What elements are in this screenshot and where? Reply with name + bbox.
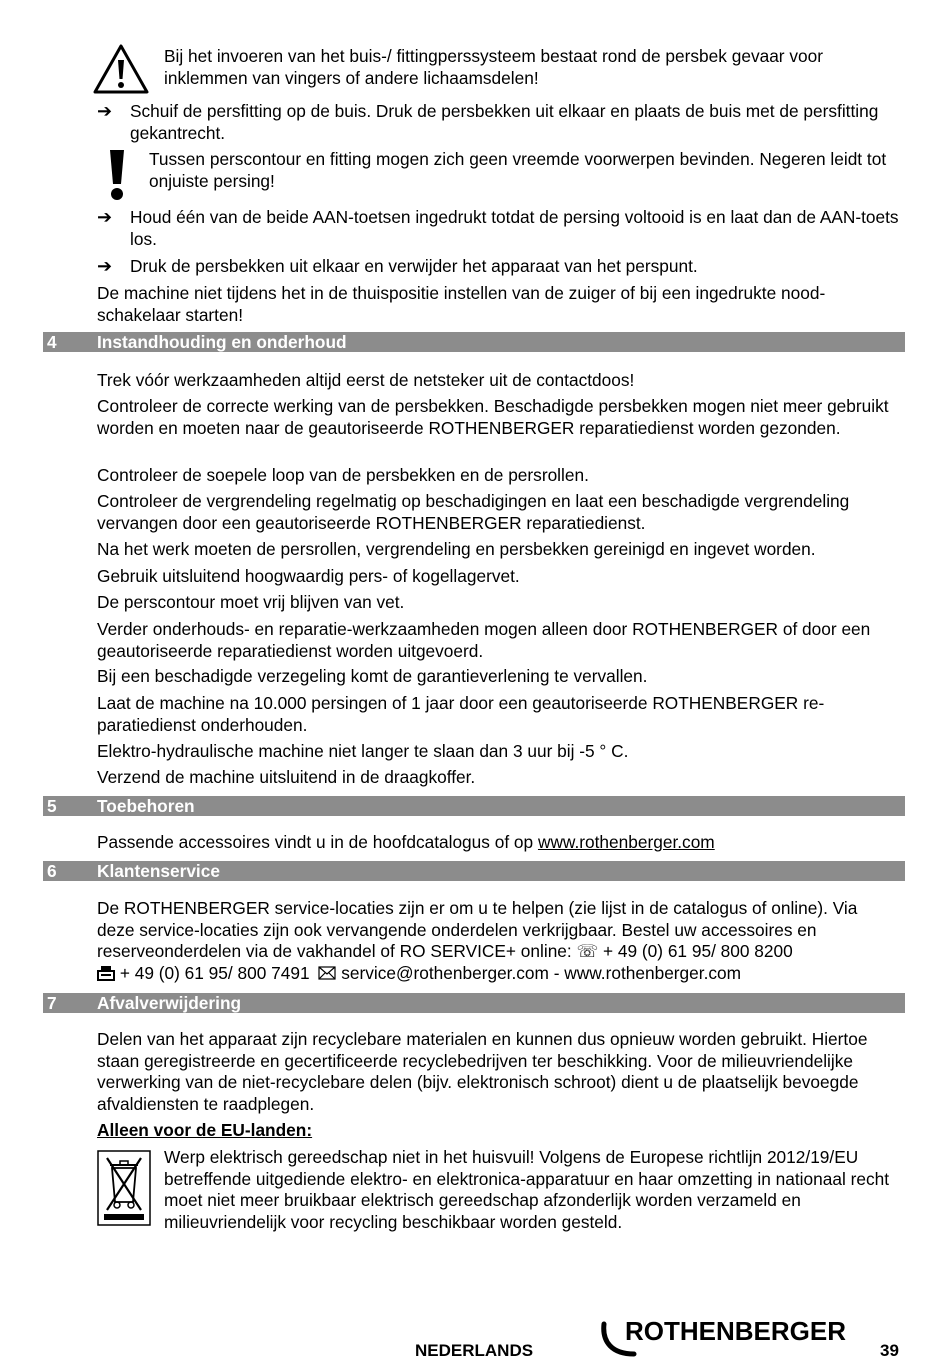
maintenance-item: Controleer de vergrendeling regelmatig op beschadigingen en laat een beschadigde vergrendeling vervangen door een geautoriseerde ROTHENBERGER reparatiedienst. <box>97 491 850 533</box>
arrow-right-icon: ➔ <box>97 256 113 276</box>
service-email: service@rothenberger.com - www.rothenberger.com <box>341 962 742 983</box>
maintenance-item: Elektro-hydraulische machine niet langer te slaan dan 3 uur bij -5 ° C. <box>97 741 629 761</box>
section-title: Toebehoren <box>97 796 195 816</box>
step-remove-device: Druk de persbekken uit elkaar en verwijder het apparaat van het perspunt. <box>130 256 698 276</box>
maintenance-item: Na het werk moeten de persrollen, vergrendeling en persbekken gereinigd en ingevet worden. <box>97 539 816 559</box>
maintenance-item: Gebruik uitsluitend hoogwaardig pers- of kogellagervet. <box>97 566 520 586</box>
arrow-right-icon: ➔ <box>97 101 113 121</box>
page-number: 39 <box>880 1341 899 1360</box>
weee-bin-icon <box>97 1150 151 1226</box>
service-fax: + 49 (0) 61 95/ 800 7491 <box>119 962 310 983</box>
notice-foreign-objects: Tussen perscontour en fitting mogen zich geen vreemde voorwerpen bevinden. Negeren leidt tot onjuiste persing! <box>149 149 887 191</box>
accessories-paragraph <box>97 832 897 854</box>
eu-heading: Alleen voor de EU-landen: <box>97 1120 313 1140</box>
maintenance-item: De perscontour moet vrij blijven van vet. <box>97 592 405 612</box>
section-title: Klantenservice <box>97 861 220 881</box>
section-number: 5 <box>47 796 57 816</box>
accessories-text: Passende accessoires vindt u in de hoofdcatalogus of op <box>97 832 538 852</box>
fax-icon <box>97 965 115 981</box>
disposal-paragraph: Delen van het apparaat zijn recyclebare materialen en kunnen dus opnieuw worden gebruikt. Hiertoe staan geregistreerde en gecertificeerde recyclebedrijven ter beschikking. Voor de milieuvriendelijke verwerking van de niet-recyclebare delen (bijv. elektronisch schroot) dient u de plaatselijk bevoegde afvaldiensten te raadplegen. <box>97 1029 868 1114</box>
logo-wordmark: ROTHENBERGER <box>625 1316 847 1346</box>
rothenberger-logo <box>600 1316 850 1358</box>
service-phone: + 49 (0) 61 95/ 800 8200 <box>602 941 793 961</box>
section-header-disposal <box>43 993 905 1013</box>
section-header-customer-service <box>43 861 905 881</box>
exclamation-icon <box>106 150 128 202</box>
section-header-accessories <box>43 796 905 816</box>
arrow-right-icon: ➔ <box>97 207 113 227</box>
step-hold-on-button: Houd één van de beide AAN-toetsen ingedrukt totdat de persing voltooid is en laat dan de AAN-toets los. <box>130 207 899 249</box>
maintenance-item: Controleer de correcte werking van de persbekken. Beschadigde persbekken mogen niet meer gebruikt worden en moeten naar de geautoriseerde ROTHENBERGER reparatiedienst worden gezonden. <box>97 396 889 438</box>
phone-icon: ☏ <box>576 941 599 961</box>
maintenance-item: Verzend de machine uitsluitend in de draagkoffer. <box>97 767 476 787</box>
maintenance-item: Bij een beschadigde verzegeling komt de garantieverlening te vervallen. <box>97 666 648 686</box>
maintenance-item: Controleer de soepele loop van de persbekken en de persrollen. <box>97 465 589 485</box>
footer-language: NEDERLANDS <box>415 1341 534 1360</box>
step-slide-fitting: Schuif de persfitting op de buis. Druk de persbekken uit elkaar en plaats de buis met de persfitting gekantrecht. <box>130 101 879 143</box>
rothenberger-website-link[interactable]: www.rothenberger.com <box>537 832 715 852</box>
warning-triangle-icon <box>92 43 150 95</box>
maintenance-item: Verder onderhouds- en reparatie-werkzaamheden mogen alleen door ROTHENBERGER of door een geautoriseerde reparatiedienst worden uitgevoerd. <box>97 619 871 661</box>
section-title: Instandhouding en onderhoud <box>97 332 347 352</box>
section-number: 7 <box>47 993 57 1013</box>
section-title: Afvalverwijdering <box>97 993 242 1013</box>
section-number: 4 <box>47 332 57 352</box>
maintenance-item: Laat de machine na 10.000 persingen of 1 jaar door een geautoriseerde ROTHENBERGER reparatiedienst onderhouden. <box>97 693 825 735</box>
service-text: De ROTHENBERGER service-locaties zijn er om u te helpen (zie lijst in de catalogus of online). Via deze service-locaties zijn ook vervangende onderdelen verkrijgbaar. Bestel uw accessoires en reserveonderdelen via de vakhandel of RO SERVICE+ online: <box>97 898 858 961</box>
envelope-icon <box>318 966 336 980</box>
section-number: 6 <box>47 861 57 881</box>
warning-text: Bij het invoeren van het buis-/ fittingperssysteem bestaat rond de persbek gevaar voor inklemmen van vingers of andere lichaamsdelen! <box>164 46 823 88</box>
section-header-maintenance <box>43 332 905 352</box>
eu-disposal-text: Werp elektrisch gereedschap niet in het huisvuil! Volgens de Europese richtlijn 2012/19/EU betreffende uitgediende elektro- en elektronica-apparatuur en haar omzetting in nationaal recht moet niet meer bruikbaar elektrisch gereedschap afzonderlijk worden verzameld en milieuvriendelijk voor recycling beschikbaar worden gesteld. <box>164 1147 890 1232</box>
emergency-switch-note: De machine niet tijdens het in de thuispositie instellen van de zuiger of bij een ingedrukte noodschakelaar starten! <box>97 283 826 325</box>
service-paragraph <box>97 898 897 984</box>
maintenance-item: Trek vóór werkzaamheden altijd eerst de netsteker uit de contactdoos! <box>97 370 635 390</box>
